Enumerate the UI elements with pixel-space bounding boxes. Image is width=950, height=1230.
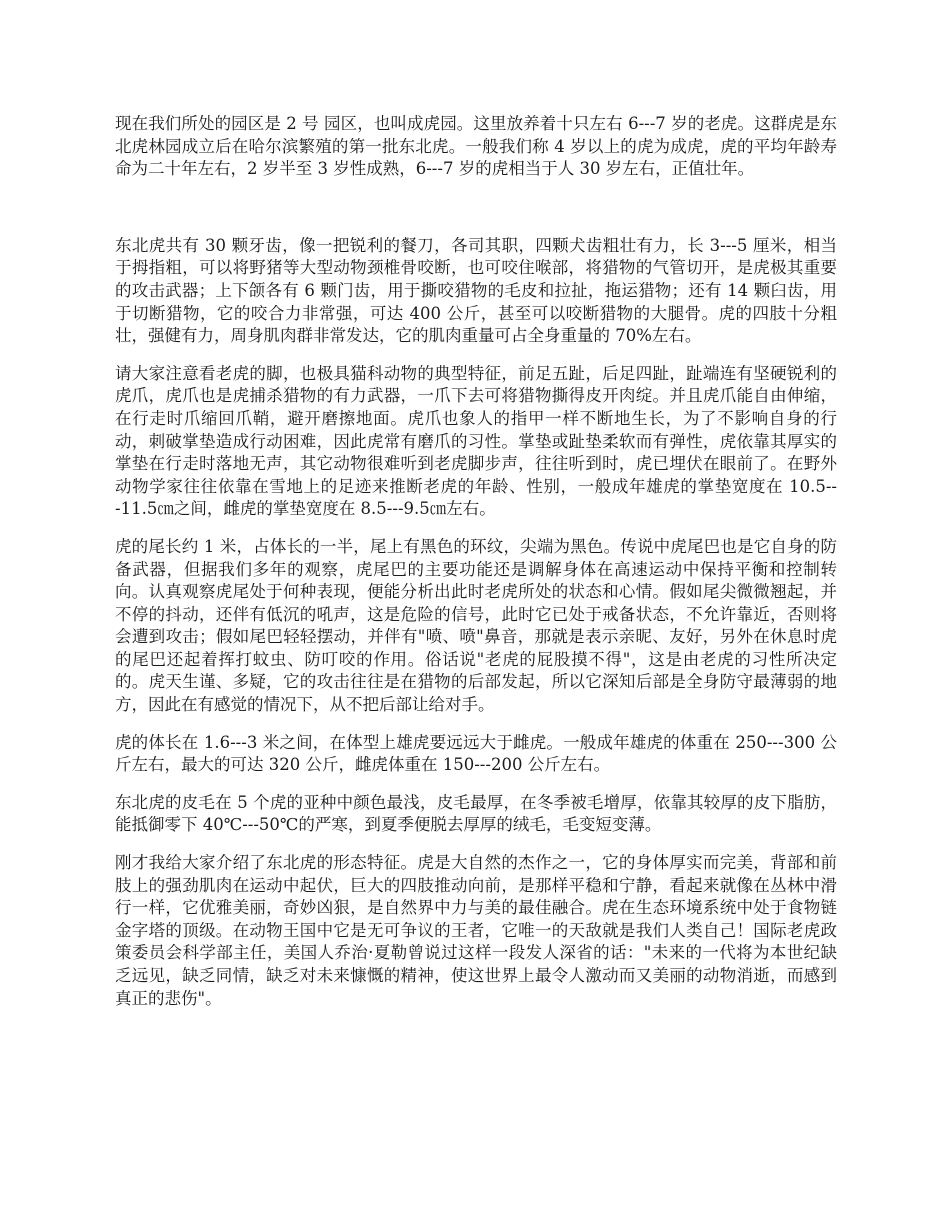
paragraph-paws: 请大家注意看老虎的脚，也极具猫科动物的典型特征，前足五趾，后足四趾，趾端连有坚硬锐利的虎爪，虎爪也是虎捕杀猎物的有力武器，一爪下去可将猎物撕得皮开肉绽。并且虎爪能自由伸缩，在行走时爪缩回爪鞘，避开磨擦地面。虎爪也象人的指甲一样不断地生长，为了不影响自身的行动，刺破掌垫造成行动困难，因此虎常有磨爪的习性。掌垫或趾垫柔软而有弹性，虎依靠其厚实的掌垫在行走时落地无声，其它动物很难听到老虎脚步声，往往听到时，虎已埋伏在眼前了。在野外动物学家往往依靠在雪地上的足迹来推断老虎的年龄、性别，一般成年雄虎的掌垫宽度在 10.5---11.5㎝之间，雌虎的掌垫宽度在 8.5---9.5㎝左右。 [115, 363, 837, 519]
paragraph-conclusion: 刚才我给大家介绍了东北虎的形态特征。虎是大自然的杰作之一，它的身体厚实而完美，背部和前肢上的强劲肌肉在运动中起伏，巨大的四肢推动向前，是那样平稳和宁静，看起来就像在丛林中滑行一样，它优雅美丽，奇妙凶狠，是自然界中力与美的最佳融合。虎在生态环境系统中处于食物链金字塔的顶级。在动物王国中它是无可争议的王者，它唯一的天敌就是我们人类自己！国际老虎政策委员会科学部主任，美国人乔治·夏勒曾说过这样一段发人深省的话："未来的一代将为本世纪缺乏远见，缺乏同情，缺乏对未来慷慨的精神，使这世界上最令人激动而又美丽的动物消逝，而感到真正的悲伤"。 [115, 853, 837, 1008]
paragraph-body-size: 虎的体长在 1.6---3 米之间，在体型上雄虎要远远大于雌虎。一般成年雄虎的体重在 250---300 公斤左右，最大的可达 320 公斤，雌虎体重在 150---200 公斤左右。 [115, 732, 837, 775]
paragraph-fur: 东北虎的皮毛在 5 个虎的亚种中颜色最浅，皮毛最厚，在冬季被毛增厚，依靠其较厚的皮下脂肪，能抵御零下 40℃---50℃的严寒，到夏季便脱去厚厚的绒毛，毛变短变薄。 [115, 792, 837, 835]
paragraph-tail: 虎的尾长约 1 米，占体长的一半，尾上有黑色的环纹，尖端为黑色。传说中虎尾巴也是它自身的防备武器，但据我们多年的观察，虎尾巴的主要功能还是调解身体在高速运动中保持平衡和控制转向。认真观察虎尾处于何种表现，便能分析出此时老虎所处的状态和心情。假如尾尖微微翘起，并不停的抖动，还伴有低沉的吼声，这是危险的信号，此时它已处于戒备状态，不允许靠近，否则将会遭到攻击；假如尾巴轻轻摆动，并伴有"喷、喷"鼻音，那就是表示亲昵、友好，另外在休息时虎的尾巴还起着挥打蚊虫、防叮咬的作用。俗话说"老虎的屁股摸不得"，这是由老虎的习性所决定的。虎天生谨、多疑，它的攻击往往是在猎物的后部发起，所以它深知后部是全身防守最薄弱的地方，因此在有感觉的情况下，从不把后部让给对手。 [115, 536, 837, 715]
paragraph-garden-intro: 现在我们所处的园区是 2 号 园区，也叫成虎园。这里放养着十只左右 6---7 岁的老虎。这群虎是东北虎林园成立后在哈尔滨繁殖的第一批东北虎。一般我们称 4 岁以上的虎为成虎，虎的平均年龄寿命为二十年左右，2 岁半至 3 岁性成熟，6---7 岁的虎相当于人 30 岁左右，正值壮年。 [115, 114, 837, 179]
document-body [115, 113, 837, 1025]
paragraph-teeth: 东北虎共有 30 颗牙齿，像一把锐利的餐刀，各司其职，四颗犬齿粗壮有力，长 3---5 厘米，相当于拇指粗，可以将野猪等大型动物颈椎骨咬断，也可咬住喉部，将猎物的气管切开，是虎极其重要的攻击武器；上下颌各有 6 颗门齿，用于撕咬猎物的毛皮和拉扯，拖运猎物；还有 14 颗臼齿，用于切断猎物，它的咬合力非常强，可达 400 公斤，甚至可以咬断猎物的大腿骨。虎的四肢十分粗壮，强健有力，周身肌肉群非常发达，它的肌肉重量可占全身重量的 70%左右。 [115, 235, 837, 346]
